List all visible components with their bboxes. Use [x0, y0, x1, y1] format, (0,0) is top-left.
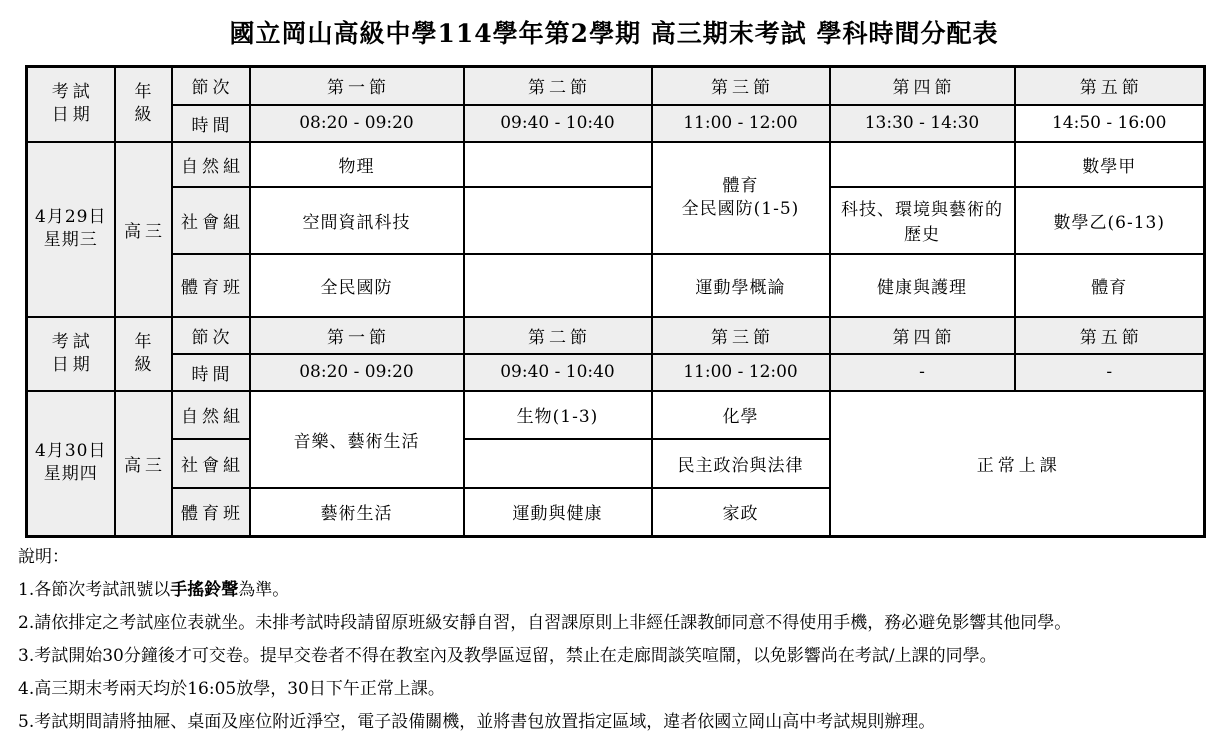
day2-pe-p1-subject: 藝術生活 — [250, 488, 464, 537]
day2-time-2: 09:40 - 10:40 — [464, 354, 652, 391]
header-grade: 年 級 — [115, 317, 172, 391]
day2-natural-p2-subject: 生物(1-3) — [464, 391, 652, 439]
day2-time-4: - — [830, 354, 1015, 391]
day2-grade: 高三 — [115, 391, 172, 537]
empty-cell — [830, 142, 1015, 187]
header-period-3: 第三節 — [652, 67, 830, 105]
empty-cell — [464, 142, 652, 187]
note-item-2: 2.請依排定之考試座位表就坐。未排考試時段請留原班級安靜自習，自習課原則上非經任課教師同意不得使用手機，務必避免影響其他同學。 — [18, 613, 1072, 633]
day1-pe-p1-subject: 全民國防 — [250, 254, 464, 317]
note-item-4: 4.高三期末考兩天均於16:05放學，30日下午正常上課。 — [18, 679, 445, 699]
day1-row-label-pe: 體育班 — [172, 254, 250, 317]
day2-row-label-pe: 體育班 — [172, 488, 250, 537]
header-period-1: 第一節 — [250, 317, 464, 354]
day2-row-label-natural: 自然組 — [172, 391, 250, 439]
page-title: 國立岡山高級中學114學年第2學期 高三期末考試 學科時間分配表 — [229, 19, 999, 48]
day1-social-p1-subject: 空間資訊科技 — [250, 187, 464, 254]
day1-pe-p3-subject: 運動學概論 — [652, 254, 830, 317]
header-period-5: 第五節 — [1015, 317, 1205, 354]
header-period-5: 第五節 — [1015, 67, 1205, 105]
day1-natural-p5-subject: 數學甲 — [1015, 142, 1205, 187]
note-item-3: 3.考試開始30分鐘後才可交卷。提早交卷者不得在教室內及教學區逗留，禁止在走廊間談笑喧鬧，以免影響尚在考試/上課的同學。 — [18, 646, 997, 666]
day2-pe-p3-subject: 家政 — [652, 488, 830, 537]
day1-pe-p4-subject: 健康與護理 — [830, 254, 1015, 317]
day1-time-3: 11:00 - 12:00 — [652, 105, 830, 142]
day1-time-2: 09:40 - 10:40 — [464, 105, 652, 142]
day2-date: 4月30日 星期四 — [27, 391, 115, 537]
day2-time-3: 11:00 - 12:00 — [652, 354, 830, 391]
day1-grade: 高三 — [115, 142, 172, 317]
note-item-1-bold: 手搖鈴聲 — [170, 580, 239, 600]
header-period-2: 第二節 — [464, 67, 652, 105]
header-period-4: 第四節 — [830, 317, 1015, 354]
day1-row-label-social: 社會組 — [172, 187, 250, 254]
header-grade: 年 級 — [115, 67, 172, 142]
header-period-row-label: 節次 — [172, 317, 250, 354]
header-period-3: 第三節 — [652, 317, 830, 354]
day2-time-1: 08:20 - 09:20 — [250, 354, 464, 391]
day2-natural-p3-subject: 化學 — [652, 391, 830, 439]
note-item-1: 1.各節次考試訊號以手搖鈴聲為準。 — [18, 580, 290, 600]
day1-social-p5-subject: 數學乙(6-13) — [1015, 187, 1205, 254]
header-time-row-label: 時間 — [172, 354, 250, 391]
header-period-2: 第二節 — [464, 317, 652, 354]
day2-pe-p2-subject: 運動與健康 — [464, 488, 652, 537]
day2-social-p3-subject: 民主政治與法律 — [652, 439, 830, 488]
day2-merged-p1-subject: 音樂、藝術生活 — [250, 391, 464, 488]
day2-row-label-social: 社會組 — [172, 439, 250, 488]
exam-timetable — [25, 65, 1206, 538]
day1-natural-p1-subject: 物理 — [250, 142, 464, 187]
day2-time-5: - — [1015, 354, 1205, 391]
empty-cell — [464, 439, 652, 488]
day1-time-1: 08:20 - 09:20 — [250, 105, 464, 142]
day1-time-4: 13:30 - 14:30 — [830, 105, 1015, 142]
empty-cell — [464, 254, 652, 317]
header-period-1: 第一節 — [250, 67, 464, 105]
notes-section — [18, 541, 1208, 739]
header-exam-date: 考試 日期 — [27, 317, 115, 391]
day1-date: 4月29日 星期三 — [27, 142, 115, 317]
notes-heading: 說明： — [18, 547, 69, 567]
empty-cell — [464, 187, 652, 254]
header-exam-date: 考試 日期 — [27, 67, 115, 142]
header-period-4: 第四節 — [830, 67, 1015, 105]
note-item-5: 5.考試期間請將抽屜、桌面及座位附近淨空，電子設備關機，並將書包放置指定區域，違者依國立岡山高中考試規則辦理。 — [18, 712, 936, 732]
day2-normal-class-cell: 正常上課 — [830, 391, 1205, 537]
day1-pe-p5-subject: 體育 — [1015, 254, 1205, 317]
day1-merged-p3-subject: 體育 全民國防(1-5) — [652, 142, 830, 254]
day1-time-5: 14:50 - 16:00 — [1015, 105, 1205, 142]
header-time-row-label: 時間 — [172, 105, 250, 142]
day1-row-label-natural: 自然組 — [172, 142, 250, 187]
day1-social-p4-subject: 科技、環境與藝術的歷史 — [830, 187, 1015, 254]
header-period-row-label: 節次 — [172, 67, 250, 105]
